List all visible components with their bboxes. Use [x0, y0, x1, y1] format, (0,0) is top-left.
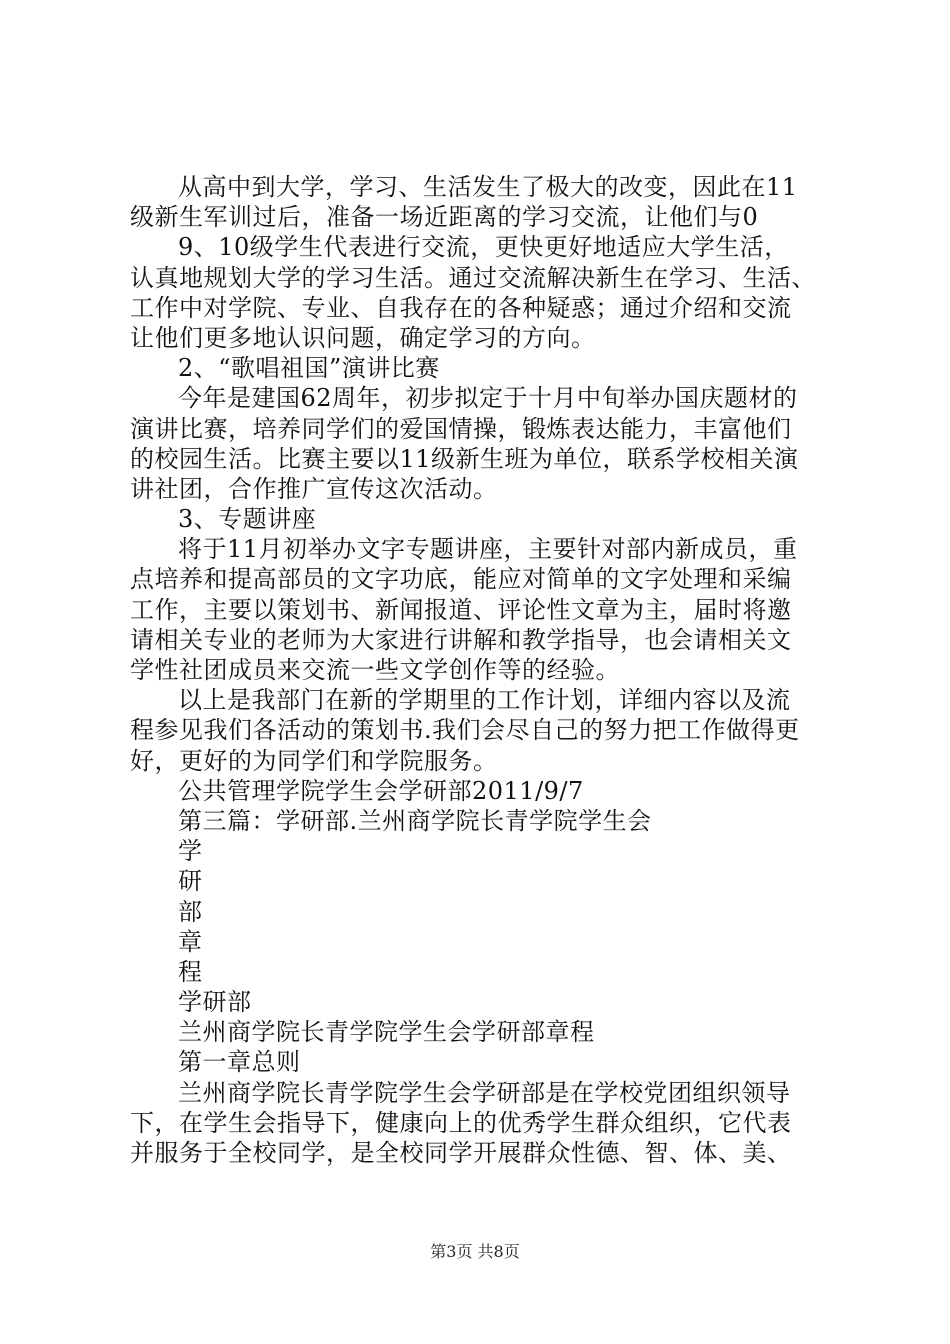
text-line: 请相关专业的老师为大家进行讲解和教学指导，也会请相关文 [130, 625, 792, 654]
text-line: 兰州商学院长青学院学生会学研部章程 [178, 1018, 595, 1047]
text-line: 工作中对学院、专业、自我存在的各种疑惑；通过介绍和交流 [130, 293, 792, 322]
text-line: 学研部 [178, 988, 252, 1017]
text-line: 学 [178, 837, 203, 866]
text-line: 以上是我部门在新的学期里的工作计划，详细内容以及流 [178, 686, 791, 715]
text-line: 让他们更多地认识问题，确定学习的方向。 [130, 323, 596, 352]
text-line: 并服务于全校同学，是全校同学开展群众性德、智、体、美、 [130, 1139, 792, 1167]
text-line: 点培养和提高部员的文字功底，能应对简单的文字处理和采编 [130, 565, 792, 594]
text-line: 程参见我们各活动的策划书.我们会尽自己的努力把工作做得更 [130, 716, 800, 745]
text-line: 公共管理学院学生会学研部2011/9/7 [178, 776, 584, 805]
text-line: 第一章总则 [178, 1048, 301, 1077]
text-line: 2、“歌唱祖国”演讲比赛 [178, 354, 440, 383]
text-line: 级新生军训过后，准备一场近距离的学习交流，让他们与0 [130, 203, 759, 232]
text-line: 好，更好的为同学们和学院服务。 [130, 746, 498, 775]
text-line: 章 [178, 927, 203, 956]
text-line: 的校园生活。比赛主要以11级新生班为单位，联系学校相关演 [130, 444, 799, 473]
text-line: 将于11月初举办文字专题讲座，主要针对部内新成员，重 [178, 535, 798, 564]
text-line: 讲社团，合作推广宣传这次活动。 [130, 474, 498, 503]
text-line: 从高中到大学，学习、生活发生了极大的改变，因此在11 [178, 173, 798, 201]
text-line: 演讲比赛，培养同学们的爱国情操，锻炼表达能力，丰富他们 [130, 414, 792, 443]
text-line: 工作，主要以策划书、新闻报道、评论性文章为主，届时将邀 [130, 595, 792, 624]
page-number-label: 第3页 共8页 [430, 1242, 520, 1261]
text-line: 部 [178, 897, 203, 926]
document-body [130, 172, 830, 1168]
text-line: 学性社团成员来交流一些文学创作等的经验。 [130, 656, 620, 684]
text-line: 研 [178, 867, 203, 896]
text-line: 第三篇：学研部.兰州商学院长青学院学生会 [178, 806, 652, 835]
text-line: 3、专题讲座 [178, 505, 317, 534]
text-line: 下，在学生会指导下，健康向上的优秀学生群众组织，它代表 [130, 1108, 792, 1137]
text-line: 今年是建国62周年，初步拟定于十月中旬举办国庆题材的 [178, 384, 798, 413]
text-line: 兰州商学院长青学院学生会学研部是在学校党团组织领导 [178, 1078, 791, 1107]
page-footer [0, 1242, 950, 1262]
text-line: 程 [178, 957, 203, 986]
text-line: 9、10级学生代表进行交流，更快更好地适应大学生活， [178, 233, 789, 262]
text-line: 认真地规划大学的学习生活。通过交流解决新生在学习、生活、 [130, 263, 816, 292]
